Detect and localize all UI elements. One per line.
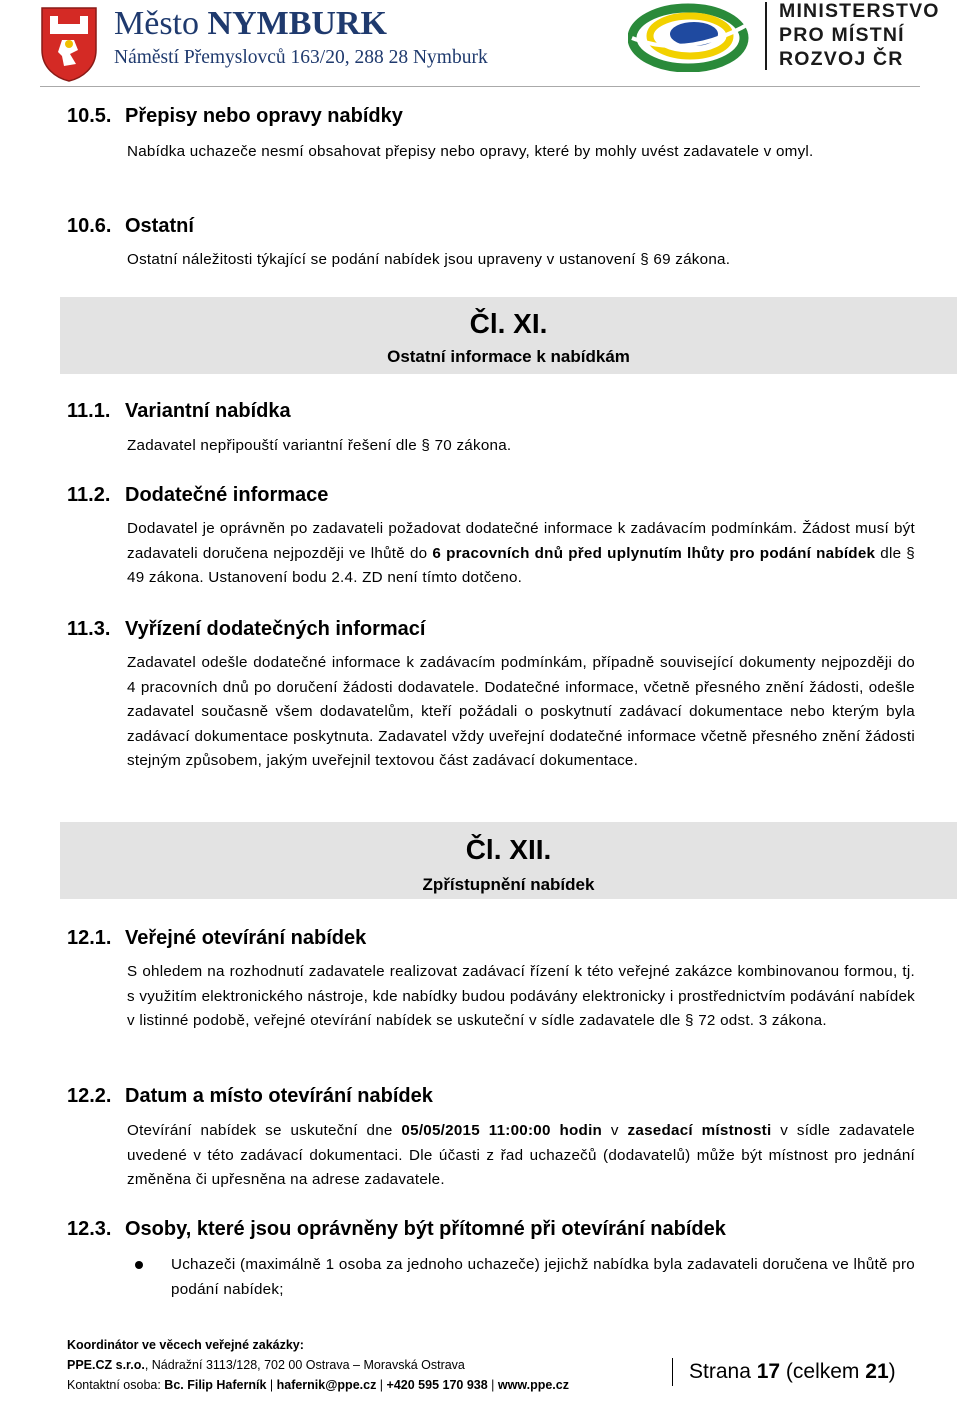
section-heading-10-5: 10.5. Přepisy nebo opravy nabídky (67, 105, 403, 127)
ministry-name (779, 0, 940, 71)
section-heading-12-2: 12.2. Datum a místo otevírání nabídek (67, 1085, 433, 1107)
article-subtitle-xi: Ostatní informace k nabídkám (387, 347, 630, 366)
ministry-line-1: MINISTERSTVO (779, 0, 940, 22)
footer-email[interactable]: hafernik@ppe.cz (276, 1378, 377, 1392)
section-text-12-1: S ohledem na rozhodnutí zadavatele realizovat zadávací řízení k této veřejné zakázce kombinovanou formou, tj. s využitím elektronického nástroje, kde nabídky budou podávány elektronicky i prostřednictvím podávání nabídek v listinné podobě, veřejné otevírání nabídek se uskuteční v sídle zadavatele dle § 72 odst. 3 zákona. (127, 963, 915, 1030)
list-item: Uchazeči (maximálně 1 osoba za jednoho uchazeče) jejichž nabídka byla zadavateli doručena ve lhůtě pro podání nabídek; (171, 1253, 915, 1302)
ministry-logo (628, 2, 758, 72)
section-text-10-6: Ostatní náležitosti týkající se podání nabídek jsou upraveny v ustanovení § 69 zákona. (127, 251, 731, 268)
article-title-xi: Čl. XI. (469, 308, 548, 339)
ministry-line-2: PRO MÍSTNÍ (779, 24, 905, 46)
section-heading-12-3: 12.3. Osoby, které jsou oprávněny být přítomné při otevírání nabídek (67, 1218, 726, 1240)
footer-phone: +420 595 170 938 (386, 1378, 488, 1392)
bullet-list-12-3 (171, 1253, 915, 1302)
footer (67, 1335, 569, 1395)
page-number: Strana 17 (celkem 21) (672, 1358, 896, 1386)
section-text-12-2: Otevírání nabídek se uskuteční dne 05/05/2015 11:00:00 hodin v zasedací místnosti v sídle zadavatele uvedené v této zadávací dokumentaci. Dle účasti z řad uchazečů (dodavatelů) může být místnost pro jednání změněna či upřesněna na adrese zadavatele. (127, 1122, 915, 1189)
section-text-11-2: Dodavatel je oprávněn po zadavateli požadovat dodatečné informace k zadávacím podmínkám. Žádost musí být zadavateli doručena nejpozději ve lhůtě do 6 pracovních dnů před uplynutím lhůty pro podání nabídek dle § 49 zákona. Ustanovení bodu 2.4. ZD není tímto dotčeno. (127, 520, 915, 587)
footer-contact: Kontaktní osoba: Bc. Filip Haferník | hafernik@ppe.cz | +420 595 170 938 | www.ppe.cz (67, 1378, 569, 1392)
section-heading-10-6: 10.6. Ostatní (67, 215, 194, 237)
article-band-xi (60, 297, 957, 374)
section-text-11-3: Zadavatel odešle dodatečné informace k zadávacím podmínkám, případně související dokumenty nejpozději do 4 pracovních dnů po doručení žádosti dodavatele. Dodatečné informace, včetně přesného znění žádosti, odešle zadavatel současně všem dodavatelům, kteří požádali o poskytnutí zadávací dokumentace nebo kterým byla zadávací dokumentace poskytnuta. Zadavatel vždy uveřejní dodatečné informace včetně přesného znění žádosti stejným způsobem, jakým uveřejnil textovou část zadávací dokumentace. (127, 654, 915, 770)
section-heading-11-3: 11.3. Vyřízení dodatečných informací (67, 618, 426, 640)
ministry-line-3: ROZVOJ ČR (779, 48, 904, 70)
footer-company: PPE.CZ s.r.o., Nádražní 3113/128, 702 00 Ostrava – Moravská Ostrava (67, 1358, 465, 1372)
header-rule (40, 86, 920, 87)
section-heading-12-1: 12.1. Veřejné otevírání nabídek (67, 927, 367, 949)
footer-web[interactable]: www.ppe.cz (497, 1378, 569, 1392)
article-subtitle-xii: Zpřístupnění nabídek (422, 875, 595, 894)
article-band-xii (60, 822, 957, 899)
city-address: Náměstí Přemyslovců 163/20, 288 28 Nymburk (114, 47, 488, 68)
section-text-10-5: Nabídka uchazeče nesmí obsahovat přepisy nebo opravy, které by mohly uvést zadavatele v omyl. (127, 143, 814, 160)
city-name: Město NYMBURK (114, 5, 387, 42)
article-title-xii: Čl. XII. (465, 834, 552, 865)
city-coat-of-arms (40, 6, 98, 82)
section-heading-11-2: 11.2. Dodatečné informace (67, 484, 329, 506)
footer-coordinator-label: Koordinátor ve věcech veřejné zakázky: (67, 1338, 304, 1352)
section-heading-11-1: 11.1. Variantní nabídka (67, 400, 291, 422)
header-divider (765, 2, 767, 70)
section-text-11-1: Zadavatel nepřipouští variantní řešení dle § 70 zákona. (127, 437, 512, 454)
